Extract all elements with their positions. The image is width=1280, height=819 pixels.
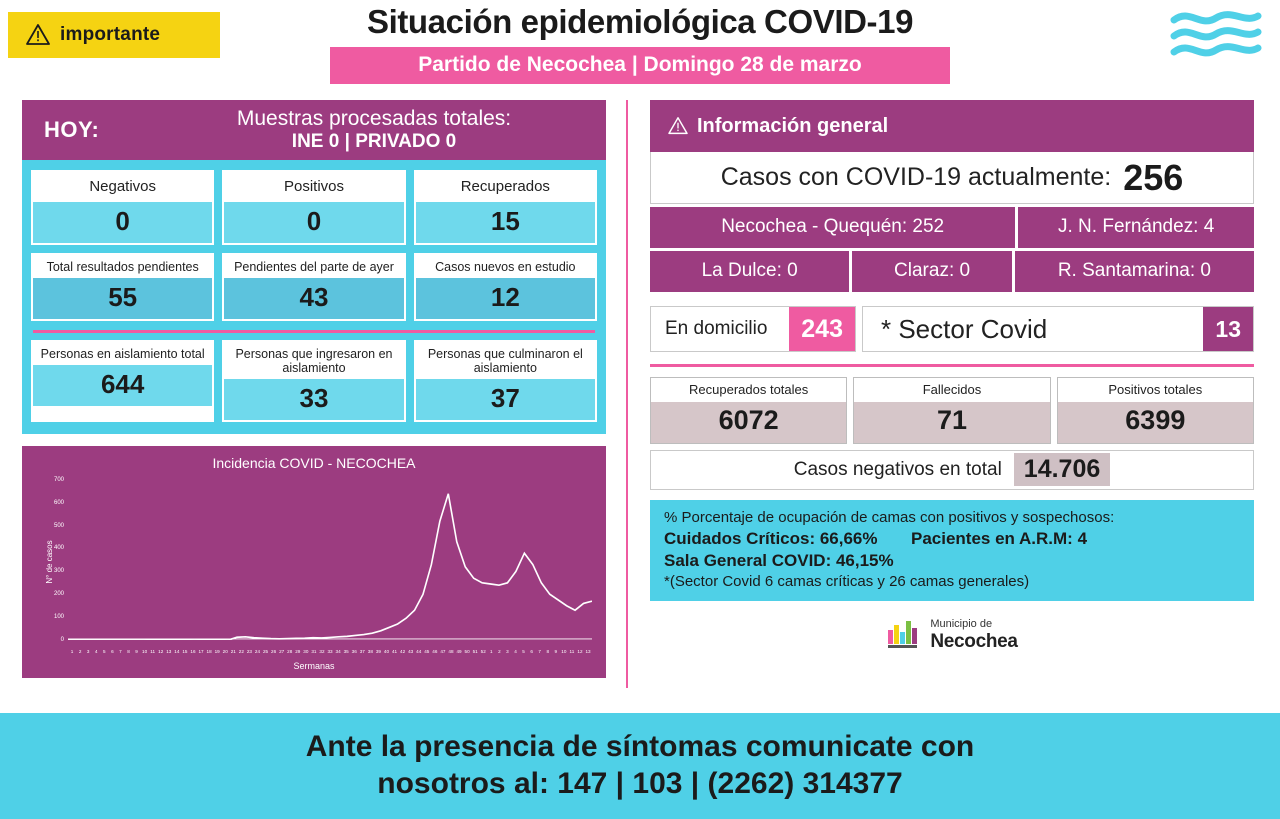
chart-x-tick: 49 (456, 648, 462, 654)
active-cases-row (650, 152, 1254, 204)
total-value: 6072 (718, 404, 779, 435)
incidence-chart (22, 446, 606, 678)
stat-caption: Personas que ingresaron en aislamiento (224, 342, 403, 379)
stat-card (414, 170, 597, 245)
chart-x-tick: 7 (119, 648, 122, 654)
chart-x-axis-label: Sermanas (293, 660, 335, 671)
chart-x-tick: 6 (111, 648, 114, 654)
locality-item: La Dulce: 0 (650, 251, 849, 292)
chart-x-tick: 46 (432, 648, 438, 654)
stat-caption: Pendientes del parte de ayer (224, 255, 403, 278)
today-row-2 (31, 253, 597, 321)
chart-x-tick: 8 (546, 648, 549, 654)
footer-line-2: nosotros al: 147 | 103 | (2262) 314377 (377, 767, 903, 800)
warning-triangle-icon (668, 117, 688, 135)
chart-x-tick: 1 (70, 648, 74, 654)
stat-card (222, 170, 405, 245)
chart-x-tick: 15 (182, 648, 188, 654)
chart-x-tick: 22 (238, 648, 244, 654)
chart-y-tick: 0 (60, 636, 64, 643)
chart-line-series (68, 480, 592, 640)
total-caption: Positivos totales (1058, 378, 1253, 402)
total-value: 6399 (1125, 404, 1186, 435)
chart-y-tick: 200 (53, 591, 64, 598)
chart-y-tick: 700 (53, 476, 64, 483)
today-cards (22, 160, 606, 434)
chart-x-tick: 43 (408, 648, 414, 654)
general-ward-value: Sala General COVID: 46,15% (664, 550, 894, 570)
chart-x-tick: 8 (127, 648, 130, 654)
samples-label: Muestras procesadas totales: (236, 107, 512, 130)
chart-x-tick: 36 (351, 648, 357, 654)
chart-x-tick: 44 (416, 648, 422, 654)
chart-x-tick: 13 (166, 648, 172, 654)
chart-x-tick: 38 (367, 648, 373, 654)
stat-card (31, 170, 214, 245)
total-caption: Recuperados totales (651, 378, 846, 402)
chart-x-tick: 31 (311, 648, 317, 654)
chart-x-tick: 11 (150, 648, 156, 654)
chart-x-tick: 40 (383, 648, 390, 654)
total-negatives-value: 14.706 (1014, 453, 1110, 486)
chart-x-tick: 26 (271, 648, 277, 654)
chart-x-tick: 7 (538, 648, 541, 654)
chart-x-tick: 13 (585, 648, 591, 654)
chart-x-tick: 4 (94, 648, 98, 654)
chart-x-tick: 27 (279, 648, 285, 654)
divider-rule (650, 364, 1254, 367)
total-card (853, 377, 1050, 444)
divider-rule (33, 330, 595, 333)
chart-plot-area (53, 476, 592, 643)
chart-x-tick: 1 (490, 648, 493, 654)
chart-x-tick: 2 (498, 648, 501, 654)
column-divider (626, 100, 628, 688)
covid-sector-label: * Sector Covid (881, 313, 1048, 344)
municipality-logo (650, 615, 1254, 652)
waves-logo-icon (1170, 10, 1262, 58)
chart-x-tick: 5 (103, 648, 106, 654)
chart-x-ticks (68, 649, 592, 654)
today-panel (22, 100, 606, 678)
chart-y-tick: 100 (53, 613, 64, 620)
covid-sector-card (862, 306, 1254, 352)
stat-value: 0 (33, 202, 212, 243)
stat-value: 55 (33, 278, 212, 319)
home-isolation-card (650, 306, 856, 352)
chart-y-axis-label: N° de casos (45, 540, 55, 584)
beds-row (650, 306, 1254, 352)
chart-x-tick: 47 (440, 648, 446, 654)
chart-x-tick: 51 (472, 648, 478, 654)
active-cases-value: 256 (1123, 156, 1184, 198)
locality-item: Claraz: 0 (852, 251, 1011, 292)
chart-x-tick: 41 (391, 648, 398, 654)
chart-x-tick: 30 (303, 648, 309, 654)
chart-x-tick: 10 (561, 648, 567, 654)
page-header (0, 0, 1280, 96)
chart-x-tick: 20 (222, 648, 228, 654)
chart-x-tick: 9 (554, 648, 558, 654)
chart-x-tick: 2 (78, 648, 82, 654)
stat-caption: Negativos (33, 172, 212, 202)
locality-item: Necochea - Quequén: 252 (650, 207, 1015, 248)
chart-x-tick: 52 (480, 648, 486, 654)
chart-y-tick: 400 (53, 545, 64, 552)
chart-y-tick: 500 (53, 522, 64, 529)
locality-item: R. Santamarina: 0 (1015, 251, 1254, 292)
total-card (1057, 377, 1254, 444)
chart-y-tick: 600 (53, 499, 64, 506)
stat-value: 0 (224, 202, 403, 243)
stat-value: 33 (224, 379, 403, 420)
chart-x-tick: 4 (514, 648, 517, 654)
chart-x-tick: 12 (158, 648, 164, 654)
locality-item: J. N. Fernández: 4 (1018, 207, 1254, 248)
chart-title: Incidencia COVID - NECOCHEA (212, 454, 416, 471)
chart-x-tick: 21 (230, 648, 236, 654)
chart-x-tick: 10 (142, 648, 148, 654)
page-body (0, 96, 1280, 704)
today-row-1 (31, 170, 597, 245)
stat-value: 15 (416, 202, 595, 243)
chart-x-tick: 14 (174, 648, 180, 654)
active-cases-label: Casos con COVID-19 actualmente: (720, 163, 1112, 191)
chart-x-tick: 16 (190, 648, 196, 654)
stat-value: 12 (416, 278, 595, 319)
stat-caption: Personas que culminaron el aislamiento (416, 342, 595, 379)
total-negatives-row (650, 450, 1254, 490)
stat-card (414, 253, 597, 321)
municipality-line2: Necochea (930, 630, 1018, 652)
localities-row-2 (650, 251, 1254, 292)
covid-sector-value: 13 (1203, 307, 1253, 351)
chart-x-tick: 18 (206, 648, 212, 654)
chart-x-tick: 34 (335, 648, 341, 654)
chart-x-tick: 17 (198, 648, 204, 654)
general-info-panel (650, 100, 1254, 652)
chart-x-tick: 39 (375, 648, 381, 654)
occupancy-intro: % Porcentaje de ocupación de camas con positivos y sospechosos: (664, 508, 1115, 526)
stat-caption: Casos nuevos en estudio (416, 255, 595, 278)
stat-value: 43 (224, 278, 403, 319)
total-card (650, 377, 847, 444)
total-negatives-label: Casos negativos en total (793, 458, 1002, 480)
bed-occupancy-box (650, 500, 1254, 601)
stat-caption: Personas en aislamiento total (33, 342, 212, 365)
chart-x-tick: 29 (295, 648, 301, 654)
stat-card (31, 340, 214, 422)
chart-x-tick: 9 (135, 648, 138, 654)
stat-value: 644 (33, 365, 212, 406)
chart-x-tick: 37 (359, 648, 365, 654)
chart-x-tick: 3 (86, 648, 90, 654)
samples-values: INE 0 | PRIVADO 0 (291, 131, 457, 153)
footer-line-1: Ante la presencia de síntomas comunicate con (305, 730, 975, 764)
localities-row-1 (650, 207, 1254, 248)
total-caption: Fallecidos (854, 378, 1049, 402)
chart-x-tick: 45 (424, 648, 430, 654)
today-row-3 (31, 340, 597, 422)
page-title: Situación epidemiológica COVID-19 (366, 3, 914, 40)
important-label: importante (60, 24, 161, 45)
chart-x-tick: 24 (254, 648, 261, 654)
chart-x-tick: 12 (577, 648, 583, 654)
stat-card (222, 340, 405, 422)
chart-x-tick: 42 (400, 648, 406, 654)
municipality-line1: Municipio de (930, 617, 993, 630)
chart-x-tick: 6 (530, 648, 533, 654)
chart-x-tick: 23 (246, 648, 252, 654)
stat-caption: Total resultados pendientes (33, 255, 212, 278)
chart-x-tick: 28 (287, 648, 293, 654)
home-isolation-value: 243 (789, 307, 855, 351)
stat-caption: Positivos (224, 172, 403, 202)
chart-x-tick: 48 (448, 648, 454, 654)
today-header (22, 100, 606, 160)
totals-row (650, 377, 1254, 444)
footer-banner (0, 713, 1280, 819)
page-subtitle: Partido de Necochea | Domingo 28 de marzo (330, 47, 950, 84)
chart-x-tick: 25 (262, 648, 269, 654)
chart-x-tick: 3 (506, 648, 509, 654)
stat-value: 37 (416, 379, 595, 420)
today-label: HOY: (44, 117, 100, 142)
stat-card (31, 253, 214, 321)
municipio-logo-icon (886, 616, 922, 650)
arm-patients-value: Pacientes en A.R.M: 4 (910, 528, 1088, 548)
total-value: 71 (936, 404, 968, 435)
chart-x-tick: 33 (327, 648, 333, 654)
stat-card (222, 253, 405, 321)
chart-y-tick: 300 (53, 568, 64, 575)
chart-x-tick: 11 (569, 648, 575, 654)
stat-caption: Recuperados (416, 172, 595, 202)
chart-x-tick: 32 (319, 648, 325, 654)
chart-x-tick: 5 (522, 648, 525, 654)
general-info-header (650, 100, 1254, 152)
stat-card (414, 340, 597, 422)
title-block (0, 4, 1280, 84)
chart-x-tick: 50 (464, 648, 470, 654)
general-info-label: Información general (697, 114, 889, 137)
chart-x-tick: 19 (214, 648, 220, 654)
critical-care-value: Cuidados Críticos: 66,66% (664, 528, 878, 548)
occupancy-note: *(Sector Covid 6 camas críticas y 26 camas generales) (664, 572, 1030, 590)
chart-x-tick: 35 (343, 648, 349, 654)
home-isolation-label: En domicilio (665, 318, 768, 339)
